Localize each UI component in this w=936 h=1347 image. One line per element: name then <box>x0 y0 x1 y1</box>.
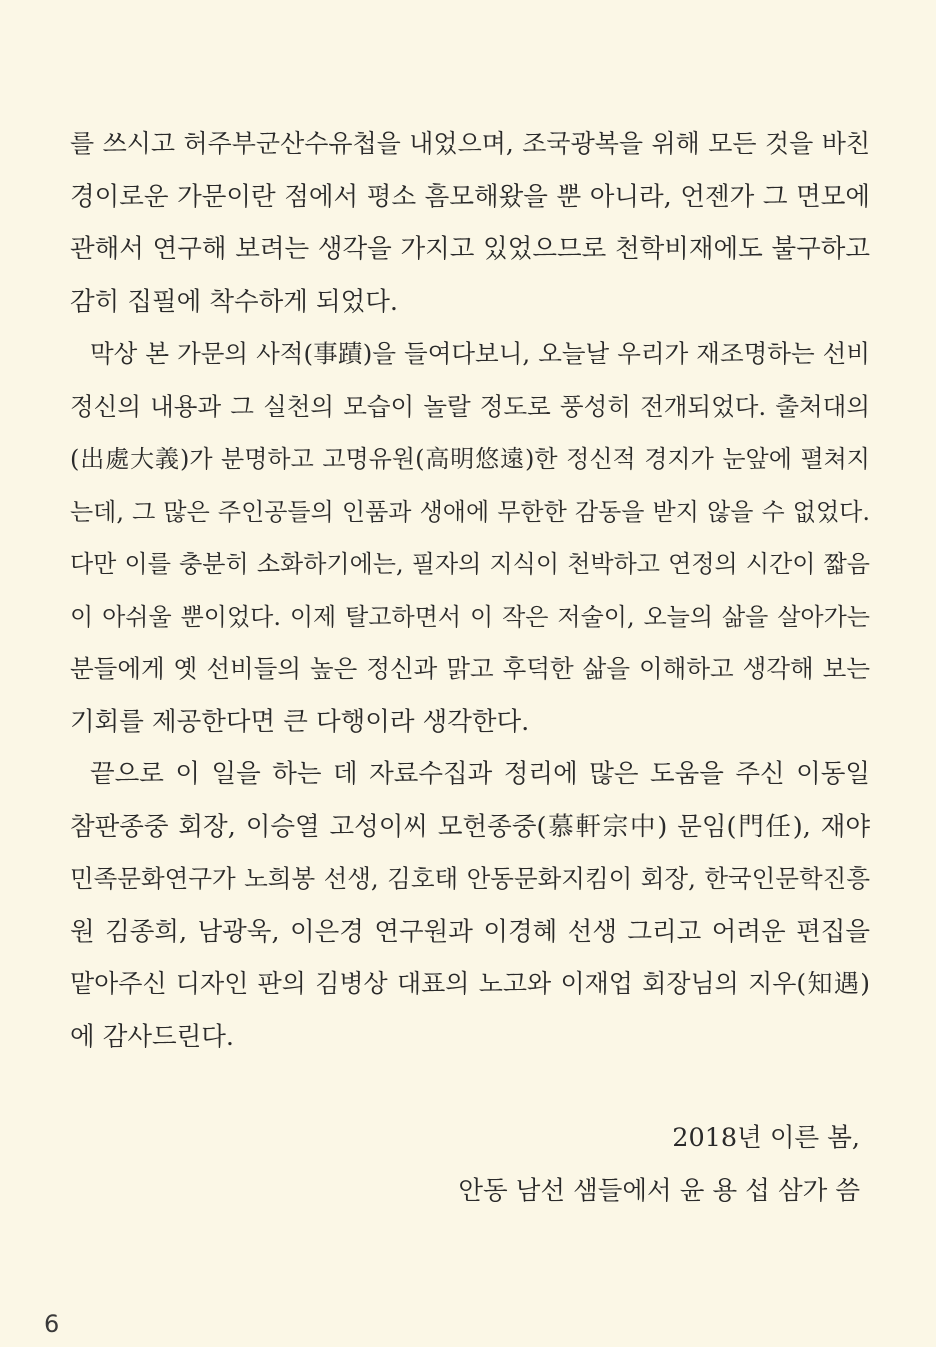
text-line: (出處大義)가 분명하고 고명유원(高明悠遠)한 정신적 경지가 눈앞에 펼쳐지 <box>70 445 870 473</box>
text-line: 에 감사드린다. <box>70 1021 235 1052</box>
page-number: 6 <box>44 1310 60 1338</box>
text-line: 참판종중 회장, 이승열 고성이씨 모헌종중(慕軒宗中) 문임(門任), 재야 <box>70 811 870 842</box>
text-line: 는데, 그 많은 주인공들의 인품과 생애에 무한한 감동을 받지 않을 수 없었다. <box>70 497 870 526</box>
text-line: 이 아쉬울 뿐이었다. 이제 탈고하면서 이 작은 저술이, 오늘의 삶을 살아가는 <box>70 602 870 631</box>
text-line: 를 쓰시고 허주부군산수유첩을 내었으며, 조국광복을 위해 모든 것을 바친 <box>70 129 870 158</box>
text-line: 경이로운 가문이란 점에서 평소 흠모해왔을 뿐 아니라, 언젠가 그 면모에 <box>70 181 870 212</box>
text-line: 분들에게 옛 선비들의 높은 정신과 맑고 후덕한 삶을 이해하고 생각해 보는 <box>70 654 870 683</box>
text-line: 민족문화연구가 노희봉 선생, 김호태 안동문화지킴이 회장, 한국인문학진흥 <box>70 864 870 893</box>
text-line: 끝으로 이 일을 하는 데 자료수집과 정리에 많은 도움을 주신 이동일 <box>90 759 870 789</box>
text-line: 정신의 내용과 그 실천의 모습이 놀랄 정도로 풍성히 전개되었다. 출처대의 <box>70 391 870 421</box>
text-line: 원 김종희, 남광욱, 이은경 연구원과 이경혜 선생 그리고 어려운 편집을 <box>70 916 870 947</box>
text-line: 막상 본 가문의 사적(事蹟)을 들여다보니, 오늘날 우리가 재조명하는 선비 <box>90 339 870 368</box>
signature-author: 안동 남선 샘들에서 윤 용 섭 삼가 씀 <box>458 1175 860 1206</box>
signature-block <box>458 1112 860 1217</box>
text-line: 맡아주신 디자인 판의 김병상 대표의 노고와 이재업 회장님의 지우(知遇) <box>70 969 870 998</box>
body-text <box>70 118 870 1063</box>
text-line: 기회를 제공한다면 큰 다행이라 생각한다. <box>70 706 530 737</box>
signature-date: 2018년 이른 봄, <box>672 1123 860 1153</box>
text-line: 감히 집필에 착수하게 되었다. <box>70 286 399 317</box>
text-line: 관해서 연구해 보려는 생각을 가지고 있었으므로 천학비재에도 불구하고 <box>70 234 870 264</box>
text-line: 다만 이를 충분히 소화하기에는, 필자의 지식이 천박하고 연정의 시간이 짧음 <box>70 550 870 578</box>
